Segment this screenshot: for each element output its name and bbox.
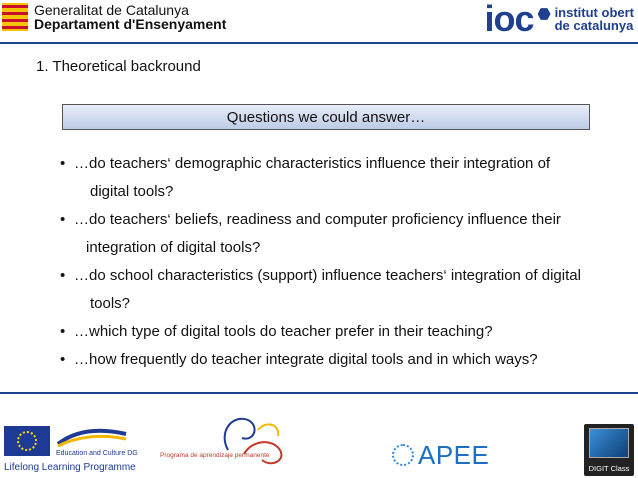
questions-box — [62, 104, 590, 130]
hexagon-icon — [538, 8, 551, 21]
digit-class-label: DIGIT Class — [588, 464, 630, 473]
bullet-text-continued: integration of digital tools? — [86, 239, 261, 256]
programa-label: Programa de aprendizaje permanente — [160, 452, 270, 459]
senyera-icon — [2, 3, 28, 31]
section-title: 1. Theoretical backround — [36, 58, 201, 75]
bullet-text: …do teachers‘ demographic characteristics influence their integration of — [74, 155, 551, 172]
ioc-wordmark: ioc — [484, 0, 534, 39]
bullet-text: …do school characteristics (support) influence teachers‘ integration of digital — [74, 267, 581, 284]
generalitat-logo — [2, 2, 226, 32]
list-item — [56, 150, 626, 206]
programa-spiral-icon — [214, 410, 294, 470]
education-culture-dg: Education and Culture DG — [56, 450, 138, 457]
apee-logo — [392, 440, 489, 470]
bullet-text: …do teachers‘ beliefs, readiness and computer proficiency influence their — [74, 211, 561, 228]
bullet-text: …how frequently do teacher integrate digital tools and in which ways? — [74, 351, 538, 368]
lifelong-learning-label: Lifelong Learning Programme — [4, 462, 136, 473]
generalitat-line2: Departament d'Ensenyament — [34, 16, 227, 32]
header-divider — [0, 42, 638, 44]
bullet-text: …which type of digital tools do teacher prefer in their teaching? — [74, 323, 493, 340]
questions-box-title: Questions we could answer… — [226, 108, 426, 126]
ioc-name-line1: institut obert — [554, 5, 634, 20]
eu-flag-icon — [4, 426, 50, 456]
ioc-name-line2: de catalunya — [554, 18, 634, 33]
footer-divider — [0, 392, 638, 394]
list-item — [56, 206, 626, 262]
ioc-name — [555, 6, 634, 32]
screen-icon — [589, 428, 629, 458]
generalitat-text — [34, 3, 226, 31]
apee-wordmark: APEE — [418, 439, 490, 470]
bullet-text-continued: tools? — [90, 295, 131, 312]
list-item — [56, 262, 626, 318]
ioc-logo — [484, 0, 634, 39]
generalitat-line1: Generalitat de Catalunya — [34, 2, 189, 18]
digit-class-logo — [584, 424, 634, 476]
list-item — [56, 318, 626, 346]
apee-ring-icon — [392, 444, 414, 466]
question-list — [56, 150, 626, 374]
eu-stars-icon — [17, 431, 37, 451]
lifelong-swoosh-icon — [56, 426, 128, 448]
footer-logos — [0, 404, 638, 478]
bullet-text-continued: digital tools? — [90, 183, 174, 200]
list-item — [56, 346, 626, 374]
